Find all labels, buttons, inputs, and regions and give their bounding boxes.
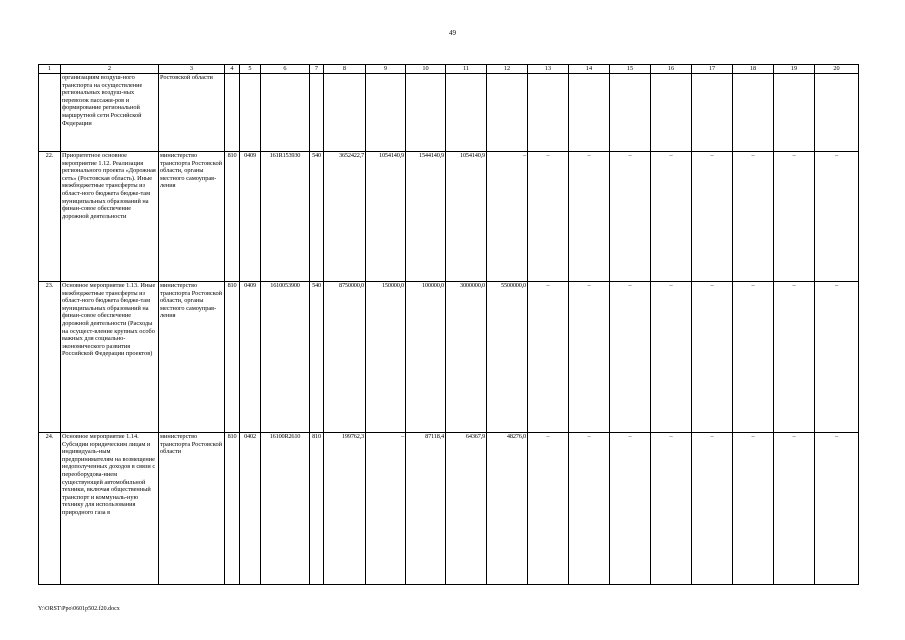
year-2028-cell: – xyxy=(733,282,774,433)
year-2029-cell: – xyxy=(774,282,815,433)
total-amount-cell: 8750000,0 xyxy=(324,282,366,433)
vr-code-cell: 540 xyxy=(310,152,324,282)
year-2027-cell: – xyxy=(692,282,733,433)
column-header-1: 1 xyxy=(39,65,61,74)
year-2022-cell xyxy=(487,74,528,152)
row-number-cell xyxy=(39,74,61,152)
total-amount-cell: 199762,3 xyxy=(324,433,366,585)
year-2019-cell: 1054140,9 xyxy=(366,152,406,282)
vr-code-cell: 810 xyxy=(310,433,324,585)
year-2025-cell xyxy=(610,74,651,152)
column-header-9: 9 xyxy=(366,65,406,74)
column-header-17: 17 xyxy=(692,65,733,74)
vr-code-cell xyxy=(310,74,324,152)
total-amount-cell: 3652422,7 xyxy=(324,152,366,282)
column-header-18: 18 xyxy=(733,65,774,74)
table-row xyxy=(39,152,859,282)
year-2030-cell: – xyxy=(815,282,859,433)
column-header-4: 4 xyxy=(225,65,240,74)
year-2027-cell xyxy=(692,74,733,152)
column-header-10: 10 xyxy=(406,65,446,74)
csr-code-cell: 161R153930 xyxy=(261,152,310,282)
activity-name-cell: организациям воздуш-ного транспорта на осуществление региональных воздуш-ных перевозок пассажи-ров и формирование региональной маршрутной сети Российской Федерации xyxy=(61,74,159,152)
year-2024-cell: – xyxy=(569,433,610,585)
year-2028-cell: – xyxy=(733,152,774,282)
year-2024-cell: – xyxy=(569,152,610,282)
year-2021-cell: 3000000,0 xyxy=(446,282,487,433)
year-2029-cell: – xyxy=(774,433,815,585)
column-header-2: 2 xyxy=(61,65,159,74)
csr-code-cell xyxy=(261,74,310,152)
year-2020-cell: 1544140,9 xyxy=(406,152,446,282)
grbs-code-cell: 810 xyxy=(225,282,240,433)
year-2023-cell: – xyxy=(528,152,569,282)
year-2030-cell xyxy=(815,74,859,152)
year-2023-cell: – xyxy=(528,282,569,433)
vr-code-cell: 540 xyxy=(310,282,324,433)
table-body xyxy=(39,74,859,585)
activity-name-cell: Основное мероприятие 1.14. Субсидии юридическим лицам и индивидуаль-ным предпринимателям на возмещение недополученных доходов в связи с переоборудова-нием существующей автомобильной техники, включая общественный транспорт и коммуналь-ную технику для использования природного газа в xyxy=(61,433,159,585)
grbs-code-cell: 810 xyxy=(225,152,240,282)
rzpr-code-cell: 0409 xyxy=(240,282,261,433)
rzpr-code-cell: 0402 xyxy=(240,433,261,585)
year-2022-cell: 48276,0 xyxy=(487,433,528,585)
column-header-19: 19 xyxy=(774,65,815,74)
column-header-12: 12 xyxy=(487,65,528,74)
year-2026-cell: – xyxy=(651,433,692,585)
year-2028-cell xyxy=(733,74,774,152)
year-2030-cell: – xyxy=(815,152,859,282)
year-2029-cell xyxy=(774,74,815,152)
year-2028-cell: – xyxy=(733,433,774,585)
year-2023-cell xyxy=(528,74,569,152)
column-header-15: 15 xyxy=(610,65,651,74)
row-number-cell: 23. xyxy=(39,282,61,433)
grbs-code-cell: 810 xyxy=(225,433,240,585)
year-2030-cell: – xyxy=(815,433,859,585)
year-2026-cell xyxy=(651,74,692,152)
page-number: 49 xyxy=(449,29,456,37)
year-2021-cell: 1054140,9 xyxy=(446,152,487,282)
executor-cell: Ростовской области xyxy=(159,74,225,152)
activity-name-cell: Приоритетное основное мероприятие 1.12. Реализация регионального проекта «Дорожная сеть» (Ростовская область). Иные межбюджетные трансферты из област-ного бюджета бюдже-там муниципальных образований на финан-совое обеспечение дорожной деятельности xyxy=(61,152,159,282)
year-2020-cell: 100000,0 xyxy=(406,282,446,433)
year-2024-cell xyxy=(569,74,610,152)
year-2029-cell: – xyxy=(774,152,815,282)
column-header-6: 6 xyxy=(261,65,310,74)
year-2025-cell: – xyxy=(610,433,651,585)
year-2019-cell: – xyxy=(366,433,406,585)
rzpr-code-cell: 0409 xyxy=(240,152,261,282)
year-2021-cell xyxy=(446,74,487,152)
total-amount-cell xyxy=(324,74,366,152)
year-2025-cell: – xyxy=(610,282,651,433)
rzpr-code-cell xyxy=(240,74,261,152)
year-2020-cell: 87118,4 xyxy=(406,433,446,585)
executor-cell: министерство транспорта Ростовской области xyxy=(159,433,225,585)
year-2022-cell: – xyxy=(487,152,528,282)
row-number-cell: 24. xyxy=(39,433,61,585)
year-2025-cell: – xyxy=(610,152,651,282)
row-number-cell: 22. xyxy=(39,152,61,282)
executor-cell: министерство транспорта Ростовской области, органы местного самоуправ-ления xyxy=(159,152,225,282)
column-header-14: 14 xyxy=(569,65,610,74)
column-header-8: 8 xyxy=(324,65,366,74)
column-header-7: 7 xyxy=(310,65,324,74)
year-2026-cell: – xyxy=(651,152,692,282)
year-2027-cell: – xyxy=(692,433,733,585)
year-2024-cell: – xyxy=(569,282,610,433)
column-header-3: 3 xyxy=(159,65,225,74)
file-path-footer: Y:\ORST\Ppo\0601p502.f20.docx xyxy=(38,606,120,612)
executor-cell: министерство транспорта Ростовской области, органы местного самоуправ-ления xyxy=(159,282,225,433)
column-header-5: 5 xyxy=(240,65,261,74)
csr-code-cell: 16100R2610 xyxy=(261,433,310,585)
column-header-20: 20 xyxy=(815,65,859,74)
year-2027-cell: – xyxy=(692,152,733,282)
grbs-code-cell xyxy=(225,74,240,152)
year-2020-cell xyxy=(406,74,446,152)
year-2023-cell: – xyxy=(528,433,569,585)
year-2026-cell: – xyxy=(651,282,692,433)
program-table xyxy=(38,64,859,585)
table-row xyxy=(39,74,859,152)
year-2021-cell: 64367,9 xyxy=(446,433,487,585)
column-header-13: 13 xyxy=(528,65,569,74)
column-number-header xyxy=(39,65,859,74)
year-2019-cell xyxy=(366,74,406,152)
table-row xyxy=(39,282,859,433)
csr-code-cell: 1610053900 xyxy=(261,282,310,433)
year-2019-cell: 150000,0 xyxy=(366,282,406,433)
activity-name-cell: Основное мероприятие 1.13. Иные межбюджетные трансферты из област-ного бюджета бюдже-там муниципальных образований на финан-совое обеспечение дорожной деятельности (Расходы на осущест-вление крупных особо важных для социально-экономического развития Российской Федерации проектов) xyxy=(61,282,159,433)
column-header-11: 11 xyxy=(446,65,487,74)
table-row xyxy=(39,433,859,585)
column-header-16: 16 xyxy=(651,65,692,74)
year-2022-cell: 5500000,0 xyxy=(487,282,528,433)
